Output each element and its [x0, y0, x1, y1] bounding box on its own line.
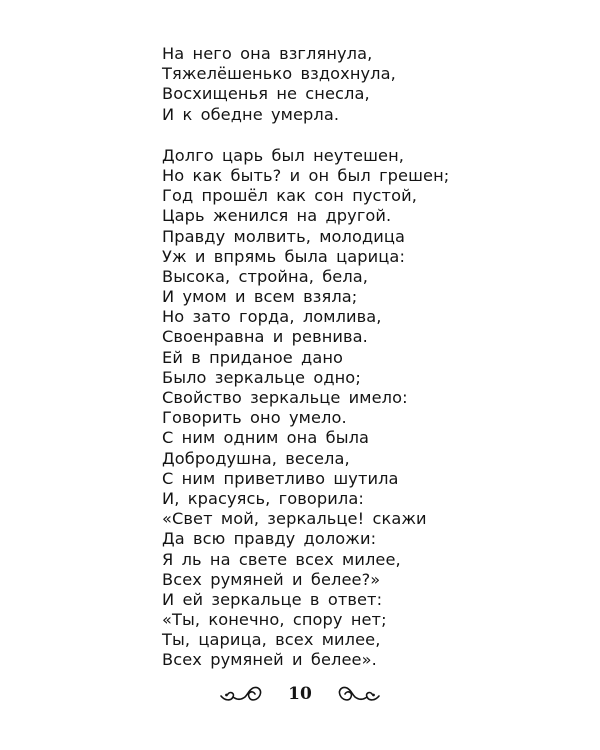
poem-line: И, красуясь, говорила: [162, 488, 364, 508]
poem-line: На него она взглянула, [162, 44, 373, 63]
poem-line: И ей зеркальце в ответ: [162, 589, 383, 609]
poem-line: С ним приветливо шутила [162, 468, 399, 488]
poem-line: Но как быть? и он был грешен; [162, 165, 450, 185]
poem-line: Своенравна и ревнива. [162, 327, 368, 347]
stanza-1 [162, 44, 562, 125]
poem-line: «Ты, конечно, спору нет; [162, 610, 387, 630]
poem-line: Тяжелёшенько вздохнула, [162, 64, 396, 84]
poem-line: Но зато горда, ломлива, [162, 307, 382, 327]
poem-line: Было зеркальце одно; [162, 367, 361, 387]
stanza-2 [162, 146, 562, 671]
poem-line: Ты, царица, всех милее, [162, 630, 381, 650]
poem-line: Восхищенья не снесла, [162, 84, 370, 104]
poem-line: Долго царь был неутешен, [162, 145, 405, 165]
poem-text [162, 44, 562, 671]
poem-line: Я ль на свете всех милее, [162, 549, 401, 569]
poem-line: Всех румяней и белее?» [162, 569, 381, 589]
page-number: 10 [288, 684, 312, 704]
poem-line: Свойство зеркальце имело: [162, 388, 408, 407]
poem-line: Уж и впрямь была царица: [162, 246, 405, 266]
page-footer [0, 680, 600, 712]
poem-line: Всех румяней и белее». [162, 650, 377, 670]
poem-line: «Свет мой, зеркальце! скажи [162, 509, 427, 529]
poem-line: Высока, стройна, бела, [162, 266, 369, 286]
poem-line: Год прошёл как сон пустой, [162, 186, 417, 206]
poem-line: Да всю правду доложи: [162, 529, 377, 549]
flourish-left-icon [219, 682, 265, 706]
poem-line: И умом и всем взяла; [162, 287, 358, 307]
poem-line: Царь женился на другой. [162, 206, 392, 226]
poem-line: Ей в приданое дано [162, 347, 344, 367]
poem-line: С ним одним она была [162, 428, 370, 448]
poem-line: Правду молвить, молодица [162, 226, 406, 246]
poem-line: Добродушна, весела, [162, 448, 350, 468]
poem-line: И к обедне умерла. [162, 104, 340, 124]
poem-line: Говорить оно умело. [162, 408, 347, 428]
flourish-right-icon [335, 682, 381, 706]
